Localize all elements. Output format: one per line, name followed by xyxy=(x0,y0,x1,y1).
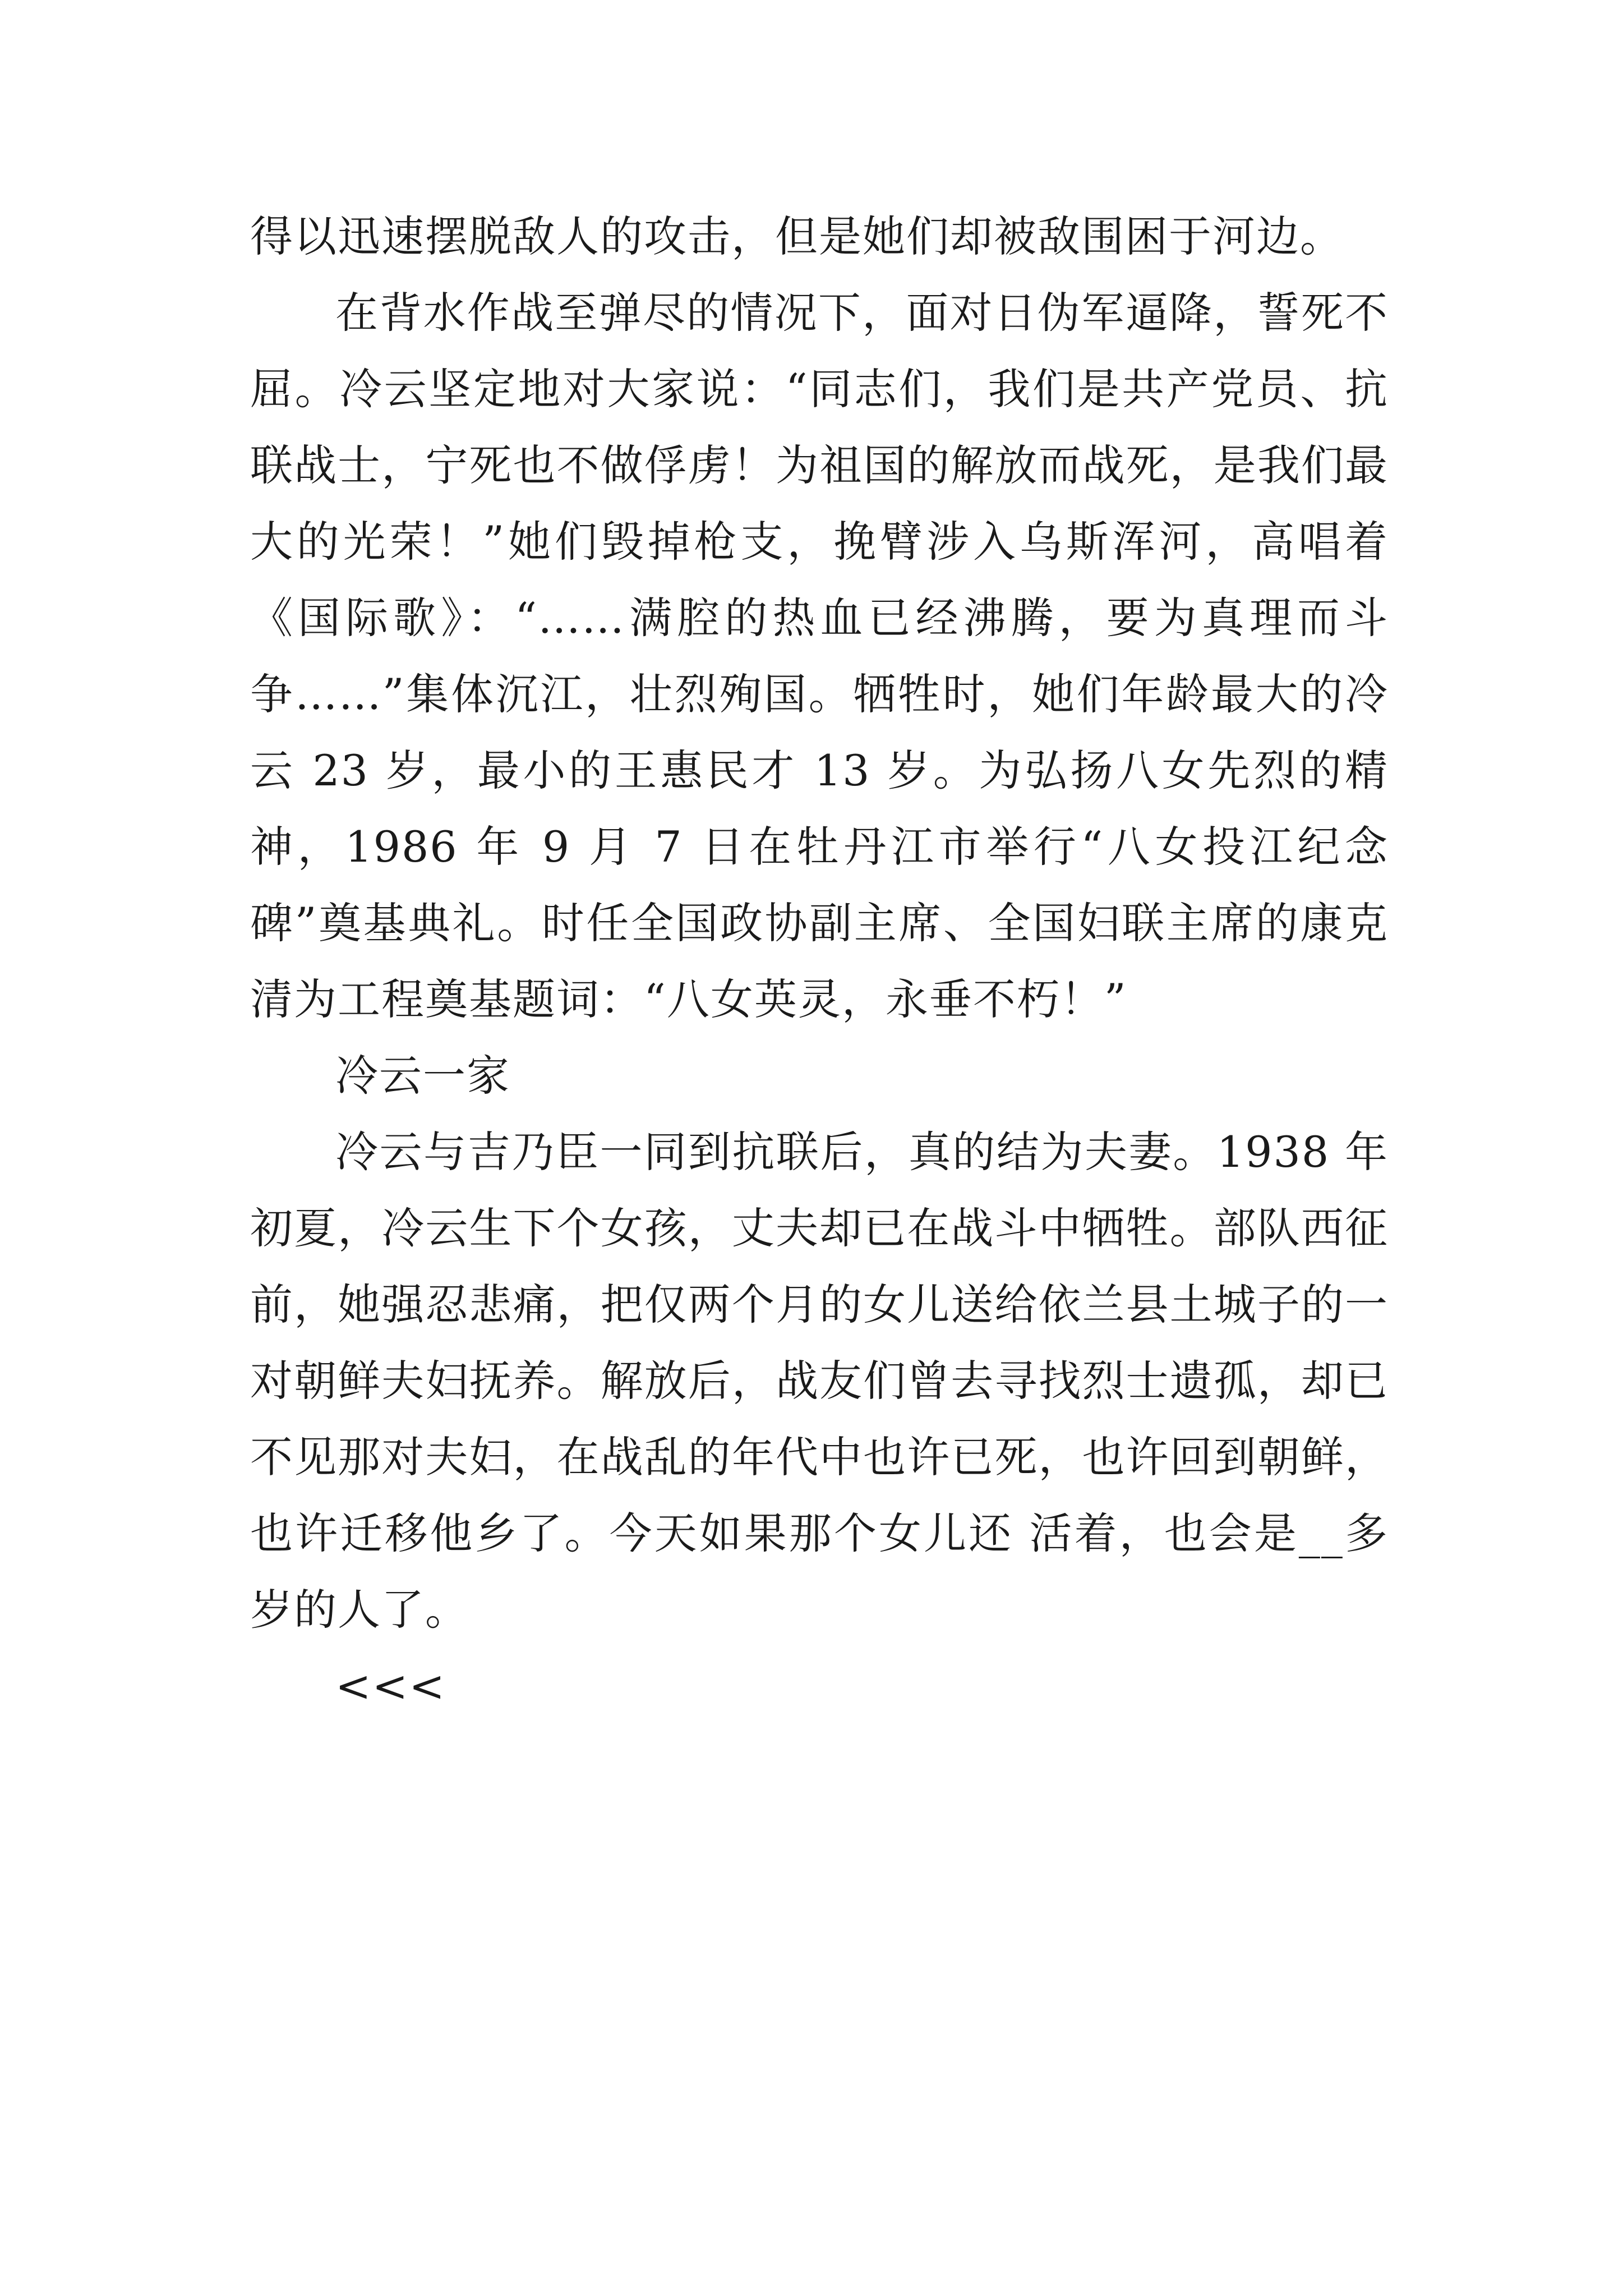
paragraph-escape: 得以迅速摆脱敌人的攻击，但是她们却被敌围困于河边。 xyxy=(250,211,1344,261)
paragraph-last-stand: 在背水作战至弹尽的情况下，面对日伪军逼降，誓死不屈。冷云坚定地对大家说：“同志们，我们是共产党员、抗联战士，宁死也不做俘虏！为祖国的解放而战死，是我们最大的光荣！”她们毁掉枪支，挽臂涉入乌斯浑河，高唱着《国际歌》：“……满腔的热血已经沸腾，要为真理而斗争……”集体沉江，壮烈殉国。牺牲时，她们年龄最大的冷云 23 岁，最小的王惠民才 13 岁。为弘扬八女先烈的精神，1986 年 9 月 7 日在牡丹江市举行“八女投江纪念碑”奠基典礼。时任全国政协副主席、全国妇联主席的康克清为工程奠基题词：“八女英灵，永垂不朽！” xyxy=(250,288,1389,1024)
document-body xyxy=(250,199,1389,1724)
section-heading-leng-yun-family: 冷云一家 xyxy=(335,1051,510,1101)
back-nav-marker[interactable]: <<< xyxy=(335,1661,446,1711)
paragraph-family-story: 冷云与吉乃臣一同到抗联后，真的结为夫妻。1938 年初夏，冷云生下个女孩，丈夫却已在战斗中牺牲。部队西征前，她强忍悲痛，把仅两个月的女儿送给依兰县土城子的一对朝鲜夫妇抚养。解放后，战友们曾去寻找烈士遗孤，却已不见那对夫妇，在战乱的年代中也许已死，也许回到朝鲜，也许迁移他乡了。今天如果那个女儿还 活着，也会是__多岁的人了。 xyxy=(250,1127,1389,1635)
